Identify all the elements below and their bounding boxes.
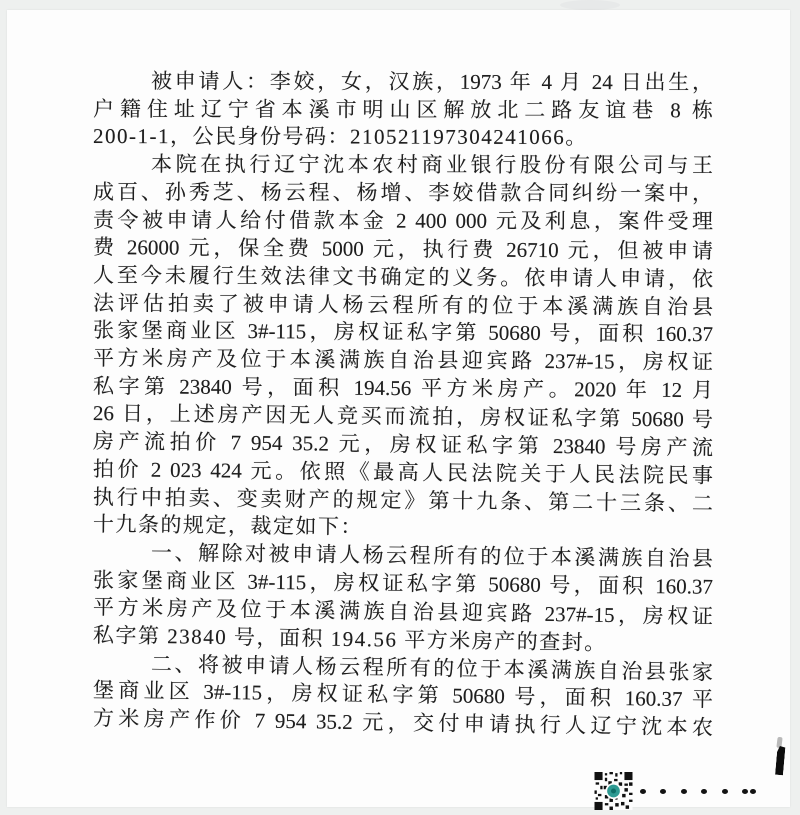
text-line: 私字第 23840 号，面积 194.56 平方米房产的查封。 xyxy=(92,623,607,655)
text-line: 户籍住址辽宁省本溪市明山区解放北二路友谊巷 8 栋 xyxy=(92,96,714,123)
ink-dot xyxy=(742,789,748,794)
document-text xyxy=(92,68,714,740)
text-line: 私字第 23840 号，面积 194.56 平方米房产。2020 年 12 月 xyxy=(92,373,714,402)
text-line: 方米房产作价 7 954 35.2 元，交付申请执行人辽宁沈本农 xyxy=(92,706,714,740)
scan-smudge xyxy=(560,0,620,10)
text-line: 200-1-1，公民身份号码：210521197304241066。 xyxy=(92,124,588,150)
text-line: 被申请人：李姣，女，汉族，1973 年 4 月 24 日出生， xyxy=(150,69,714,95)
text-line: 拍价 2 023 424 元。依照《最高人民法院关于人民法院民事 xyxy=(92,456,714,488)
text-line: 房产流拍价 7 954 35.2 元，房权证私字第 23840 号房产流 xyxy=(92,429,714,460)
text-line: 平方米房产及位于本溪满族自治县迎宾路 237#-15，房权证 xyxy=(92,595,714,629)
ink-mark xyxy=(775,746,785,776)
text-line: 法评估拍卖了被申请人杨云程所有的位于本溪满族自治县 xyxy=(92,290,714,319)
ink-dot xyxy=(640,789,646,794)
text-line: 费 26000 元，保全费 5000 元，执行费 26710 元，但被申请 xyxy=(92,235,714,264)
text-line: 十九条的规定，裁定如下： xyxy=(92,512,364,540)
document-page xyxy=(7,10,790,807)
text-line: 张家堡商业区 3#-115，房权证私字第 50680 号，面积 160.37 xyxy=(92,567,714,599)
text-line: 平方米房产及位于本溪满族自治县迎宾路 237#-15，房权证 xyxy=(92,346,714,375)
ink-dot xyxy=(681,789,687,794)
qr-code-icon xyxy=(594,772,633,810)
text-line: 26 日，上述房产因无人竞买而流拍，房权证私字第 50680 号 xyxy=(92,401,714,433)
text-line: 张家堡商业区 3#-115，房权证私字第 50680 号，面积 160.37 xyxy=(92,318,714,347)
text-line: 成百、孙秀芝、杨云程、杨增、李姣借款合同纠纷一案中， xyxy=(92,179,714,206)
ink-dot xyxy=(750,789,756,794)
ink-dot xyxy=(660,789,666,794)
text-line: 责令被申请人给付借款本金 2 400 000 元及利息，案件受理 xyxy=(92,207,714,233)
text-line: 人至今未履行生效法律文书确定的义务。依申请人申请，依 xyxy=(92,262,714,292)
text-line: 一、解除对被申请人杨云程所有的位于本溪满族自治县 xyxy=(150,540,714,571)
text-line: 二、将被申请人杨云程所有的位于本溪满族自治县张家 xyxy=(150,651,714,685)
text-line: 本院在执行辽宁沈本农村商业银行股份有限公司与王 xyxy=(150,152,714,178)
ink-dot xyxy=(722,789,728,794)
text-line: 堡商业区 3#-115，房权证私字第 50680 号，面积 160.37 平 xyxy=(92,678,714,712)
ink-dot xyxy=(701,789,707,794)
text-line: 执行中拍卖、变卖财产的规定》第十九条、第二十三条、二 xyxy=(92,484,714,516)
